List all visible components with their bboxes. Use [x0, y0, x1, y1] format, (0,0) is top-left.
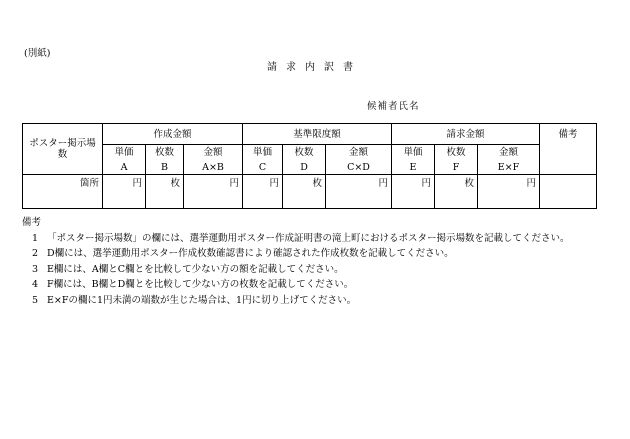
subhead-code: A×B	[184, 161, 243, 175]
unit-cell: 円	[103, 175, 146, 209]
note-number: 2	[32, 248, 39, 260]
note-text: F欄には、B欄とD欄とを比較して少ない方の枚数を記載してください。	[47, 279, 354, 291]
subhead-label: 単価	[243, 145, 283, 161]
note-item	[22, 277, 570, 293]
group-header-cost: 作成金額	[103, 124, 243, 145]
unit-cell: 枚	[283, 175, 326, 209]
unit-cell: 円	[392, 175, 435, 209]
subhead-label: 枚数	[435, 145, 478, 161]
subhead-code: B	[146, 161, 184, 175]
unit-cell: 枚	[146, 175, 184, 209]
note-text: E欄には、A欄とC欄とを比較して少ない方の額を記載してください。	[47, 263, 344, 275]
note-number: 1	[32, 232, 39, 244]
subhead-code: E×F	[478, 161, 540, 175]
note-text: 「ポスター掲示場数」の欄には、選挙運動用ポスター作成証明書の滝上町におけるポスター掲示場数を記載してください。	[47, 232, 570, 244]
unit-cell: 円	[184, 175, 243, 209]
remarks-value-cell	[540, 175, 597, 209]
breakdown-table	[22, 123, 597, 209]
posting-sites-label: ポスター掲示場数	[23, 124, 103, 175]
subhead-label: 枚数	[283, 145, 326, 161]
posting-sites-unit: 箇所	[23, 175, 103, 209]
note-item	[22, 246, 570, 262]
note-text: E×Fの欄に1円未満の端数が生じた場合は、1円に切り上げてください。	[47, 294, 357, 306]
subhead-label: 単価	[392, 145, 435, 161]
unit-cell: 枚	[435, 175, 478, 209]
subhead-code: C×D	[326, 161, 392, 175]
subhead-code: D	[283, 161, 326, 175]
notes-section	[22, 215, 570, 309]
subhead-code: F	[435, 161, 478, 175]
note-item	[22, 231, 570, 247]
note-number: 4	[32, 279, 39, 291]
subhead-label: 金額	[184, 145, 243, 161]
document-title: 請求内訳書	[267, 62, 362, 73]
unit-cell: 円	[243, 175, 283, 209]
remarks-blank-cell	[540, 145, 597, 175]
subhead-label: 金額	[326, 145, 392, 161]
note-item	[22, 262, 570, 278]
subhead-code: A	[103, 161, 146, 175]
note-text: D欄には、選挙運動用ポスター作成枚数確認書により確認された作成枚数を記載してください。	[47, 248, 454, 260]
notes-heading: 備考	[22, 217, 42, 228]
subhead-code: E	[392, 161, 435, 175]
attachment-tag: (別紙)	[24, 48, 51, 59]
note-item	[22, 293, 570, 309]
unit-cell: 円	[478, 175, 540, 209]
candidate-name-label: 候補者氏名	[367, 101, 420, 112]
unit-cell: 円	[326, 175, 392, 209]
subhead-label: 単価	[103, 145, 146, 161]
subhead-label: 金額	[478, 145, 540, 161]
note-number: 5	[32, 294, 39, 306]
subhead-code: C	[243, 161, 283, 175]
note-number: 3	[32, 263, 39, 275]
group-header-remarks: 備考	[540, 124, 597, 145]
group-header-claim: 請求金額	[392, 124, 540, 145]
group-header-limit: 基準限度額	[243, 124, 392, 145]
subhead-label: 枚数	[146, 145, 184, 161]
